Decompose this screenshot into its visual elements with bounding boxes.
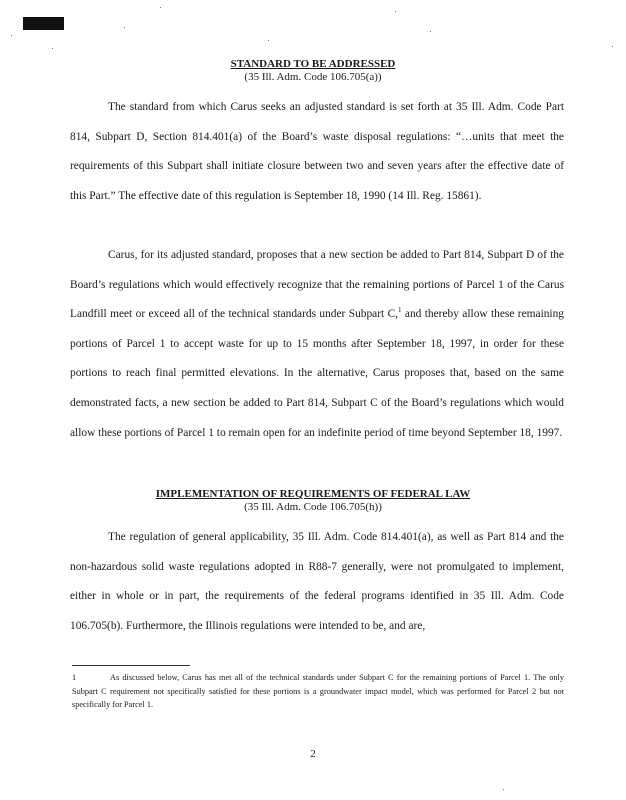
- redaction-block: [23, 17, 64, 30]
- page-number: 2: [310, 748, 316, 760]
- paragraph-proposal-text: Carus, for its adjusted standard, proposes that a new section be added to Part 814, Subpart D of the Board’s regulations which would effectively recognize that the remaining portions of Parcel 1 of the Carus Landfill meet or exceed all of the technical standards under Subpart C,: [70, 249, 564, 321]
- section-heading-standard: [0, 58, 626, 84]
- section-citation-federal-law: (35 Ill. Adm. Code 106.705(h)): [244, 501, 382, 513]
- scan-speck: [160, 7, 161, 8]
- paragraph-proposal: [70, 241, 564, 448]
- scan-speck: [268, 40, 269, 41]
- section-title-standard: STANDARD TO BE ADDRESSED: [230, 58, 396, 70]
- section-citation-standard: (35 Ill. Adm. Code 106.705(a)): [244, 71, 382, 83]
- scan-speck: [11, 35, 12, 36]
- footnote-text: As discussed below, Carus has met all of the technical standards under Subpart C for the remaining portions of Parcel 1. The only Subpart C requirement not specifically satisfied for these portions is a groundwater impact model, which was performed for Parcel 2 but not specifically for Parcel 1.: [72, 673, 564, 709]
- scan-speck: [124, 27, 125, 28]
- scan-speck: [503, 789, 504, 790]
- footnote-marker: 1: [72, 673, 77, 682]
- paragraph-proposal-text-continued: and thereby allow these remaining portions of Parcel 1 to accept waste for up to 15 months after September 18, 1997, in order for these portions to reach final permitted elevations. In the alternative, Carus proposes that, based on the same demonstrated facts, a new section be added to Part 814, Subpart C of the Board’s regulations which would allow these portions of Parcel 1 to remain open for an indefinite period of time beyond September 18, 1997.: [70, 308, 564, 439]
- paragraph-implementation: The regulation of general applicability, 35 Ill. Adm. Code 814.401(a), as well as Part 814 and the non-hazardous solid waste regulations adopted in R88-7 generally, were not promulgated to implement, either in whole or in part, the requirements of the federal programs identified in 35 Ill. Adm. Code 106.705(b). Furthermore, the Illinois regulations were intended to be, and are,: [70, 531, 564, 632]
- footnote: [72, 671, 564, 712]
- scan-speck: [430, 31, 431, 32]
- scan-speck: [612, 46, 613, 47]
- scan-speck: [395, 11, 396, 12]
- scan-speck: [52, 48, 53, 49]
- footnote-reference: 1: [398, 306, 402, 315]
- paragraph-standard: The standard from which Carus seeks an adjusted standard is set forth at 35 Ill. Adm. Code Part 814, Subpart D, Section 814.401(a) of the Board’s waste disposal regulations: “…units that meet the requirements of this Subpart shall initiate closure between two and seven years after the effective date of this Part.” The effective date of this regulation is September 18, 1990 (14 Ill. Reg. 15861).: [70, 101, 564, 202]
- section-title-federal-law: IMPLEMENTATION OF REQUIREMENTS OF FEDERAL LAW: [155, 488, 471, 500]
- footnote-divider: [72, 665, 190, 666]
- section-heading-federal-law: [0, 488, 626, 514]
